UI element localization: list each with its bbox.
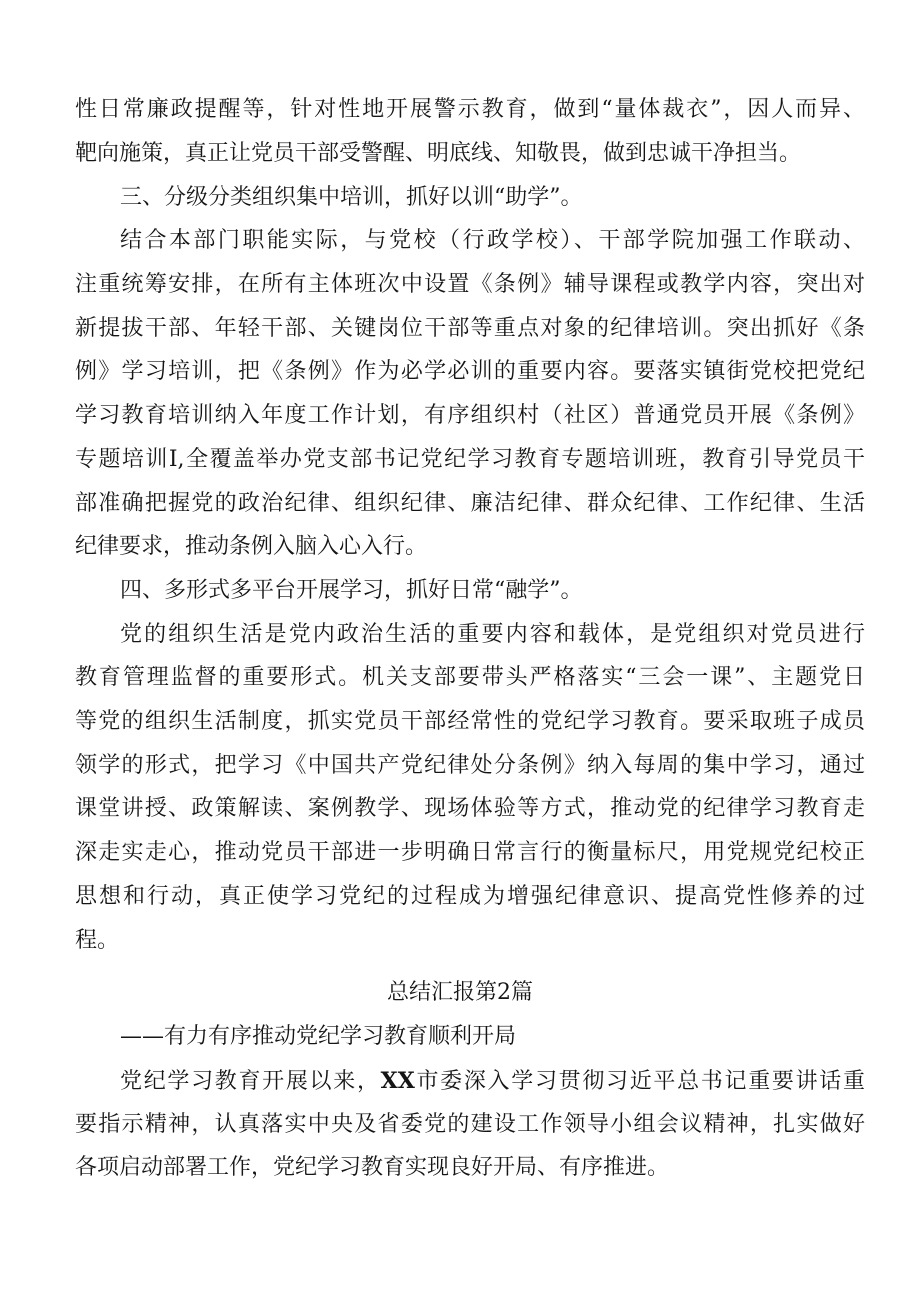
city-placeholder: XX [380,1068,415,1094]
paragraph-line: 教育管理监督的重要形式。机关支部要带头严格落实“三会一课”、主题党日 [75,665,865,690]
text-run: 党纪学习教育开展以来， [120,1069,381,1094]
paragraph-line: 新提拔干部、年轻干部、关键岗位干部等重点对象的纪律培训。突出抓好《条 [75,316,865,341]
paragraph-line: 专题培训I,全覆盖举办党支部书记党纪学习教育专题培训班，教育引导党员干 [75,447,865,472]
text-run: 市委深入学习贯彻习近平总书记重要讲话重 [414,1069,865,1094]
paragraph-line: 深走实走心，推动党员干部进一步明确日常言行的衡量标尺，用党规党纪校正 [75,840,865,865]
subtitle: ——有力有序推动党纪学习教育顺利开局 [120,1024,517,1049]
paragraph-line: 思想和行动，真正使学习党纪的过程成为增强纪律意识、提高党性修养的过 [75,884,865,909]
section-title: 总结汇报第2篇 [387,980,533,1005]
paragraph-line: 各项启动部署工作，党纪学习教育实现良好开局、有序推进。 [75,1155,670,1180]
paragraph-line: 党的组织生活是党内政治生活的重要内容和载体，是党组织对党员进行 [120,622,865,647]
paragraph-line: 部准确把握党的政治纪律、组织纪律、廉洁纪律、群众纪律、工作纪律、生活 [75,491,865,516]
section-heading-4: 四、多形式多平台开展学习，抓好日常“融学”。 [120,578,583,603]
paragraph-line: 靶向施策，真正让党员干部受警醒、明底线、知敬畏，做到忠诚干净担当。 [75,141,802,166]
paragraph-line: 性日常廉政提醒等，针对性地开展警示教育，做到“量体裁衣”，因人而异、 [75,97,865,122]
paragraph-line: 程。 [75,928,120,953]
paragraph-line: 要指示精神，认真落实中央及省委党的建设工作领导小组会议精神，扎实做好 [75,1112,865,1137]
paragraph-line: 领学的形式，把学习《中国共产党纪律处分条例》纳入每周的集中学习，通过 [75,753,865,778]
paragraph-line: 学习教育培训纳入年度工作计划，有序组织村（社区）普通党员开展《条例》 [75,403,865,428]
paragraph-line: 注重统筹安排，在所有主体班次中设置《条例》辅导课程或教学内容，突出对 [75,272,865,297]
paragraph-line: 等党的组织生活制度，抓实党员干部经常性的党纪学习教育。要采取班子成员 [75,709,865,734]
paragraph-line: 纪律要求，推动条例入脑入心入行。 [75,534,428,559]
paragraph-line [120,1066,865,1097]
paragraph-line: 课堂讲授、政策解读、案例教学、现场体验等方式，推动党的纪律学习教育走 [75,796,865,821]
paragraph-line: 例》学习培训，把《条例》作为必学必训的重要内容。要落实镇街党校把党纪 [75,359,865,384]
paragraph-line: 结合本部门职能实际，与党校（行政学校）、干部学院加强工作联动、 [120,228,865,253]
section-heading-3: 三、分级分类组织集中培训，抓好以训“助学”。 [120,185,583,210]
